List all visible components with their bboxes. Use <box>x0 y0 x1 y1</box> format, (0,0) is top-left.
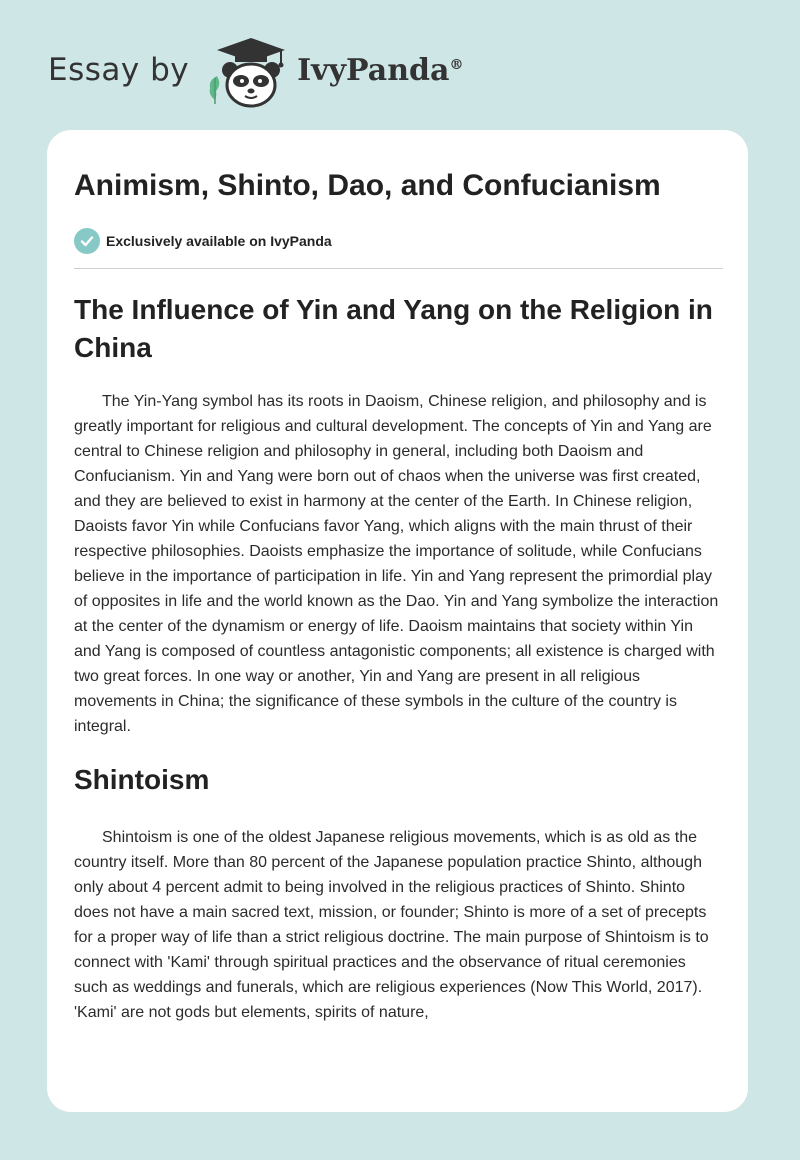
section-heading-yin-yang: The Influence of Yin and Yang on the Religion in China <box>74 294 713 363</box>
checkmark-icon <box>74 228 100 254</box>
article-card <box>47 130 748 1112</box>
article-content <box>74 166 723 1025</box>
divider <box>74 268 723 269</box>
section-paragraph-shintoism: Shintoism is one of the oldest Japanese religious movements, which is as old as the country itself. More than 80 percent of the Japanese population practice Shinto, although only about 4 percent admit to being involved in the religious practices of Shinto. Shinto does not have a main sacred text, mission, or founder; Shinto is more of a set of precepts for a proper way of life than a strict religious doctrine. The main purpose of Shintoism is to connect with 'Kami' through spiritual practices and the observance of ritual ceremonies such as weddings and funerals, which are religious experiences (Now This World, 2017). 'Kami' are not gods but elements, spirits of nature, <box>74 829 709 1021</box>
section-paragraph-yin-yang: The Yin-Yang symbol has its roots in Daoism, Chinese religion, and philosophy and is greatly important for religious and cultural development. The concepts of Yin and Yang are central to Chinese religion and philosophy in general, including both Daoism and Confucianism. Yin and Yang were born out of chaos when the universe was first created, and they are believed to exist in harmony at the center of the Earth. In Chinese religion, Daoists favor Yin while Confucians favor Yang, which aligns with the main thrust of their respective philosophies. Daoists emphasize the importance of solitude, while Confucians believe in the importance of participation in life. Yin and Yang represent the primordial play of opposites in life and the world known as the Dao. Yin and Yang symbolize the interaction at the center of the dynamism or energy of life. Daoism maintains that society within Yin and Yang is composed of countless antagonistic components; all existence is charged with two great forces. In one way or another, Yin and Yang are present in all religious movements in China; the significance of these symbols in the culture of the country is integral. <box>74 393 719 735</box>
article-title: Animism, Shinto, Dao, and Confucianism <box>74 169 661 202</box>
registered-mark: ® <box>449 56 464 73</box>
brand-label: IvyPanda <box>297 52 450 88</box>
exclusive-label: Exclusively available on IvyPanda <box>106 233 332 249</box>
brand-name[interactable] <box>297 53 463 88</box>
section-heading-shintoism: Shintoism <box>74 764 210 795</box>
exclusive-badge <box>74 228 723 254</box>
essay-by-label: Essay by <box>48 52 190 88</box>
panda-graduate-icon[interactable] <box>201 30 293 110</box>
site-header <box>48 30 463 110</box>
